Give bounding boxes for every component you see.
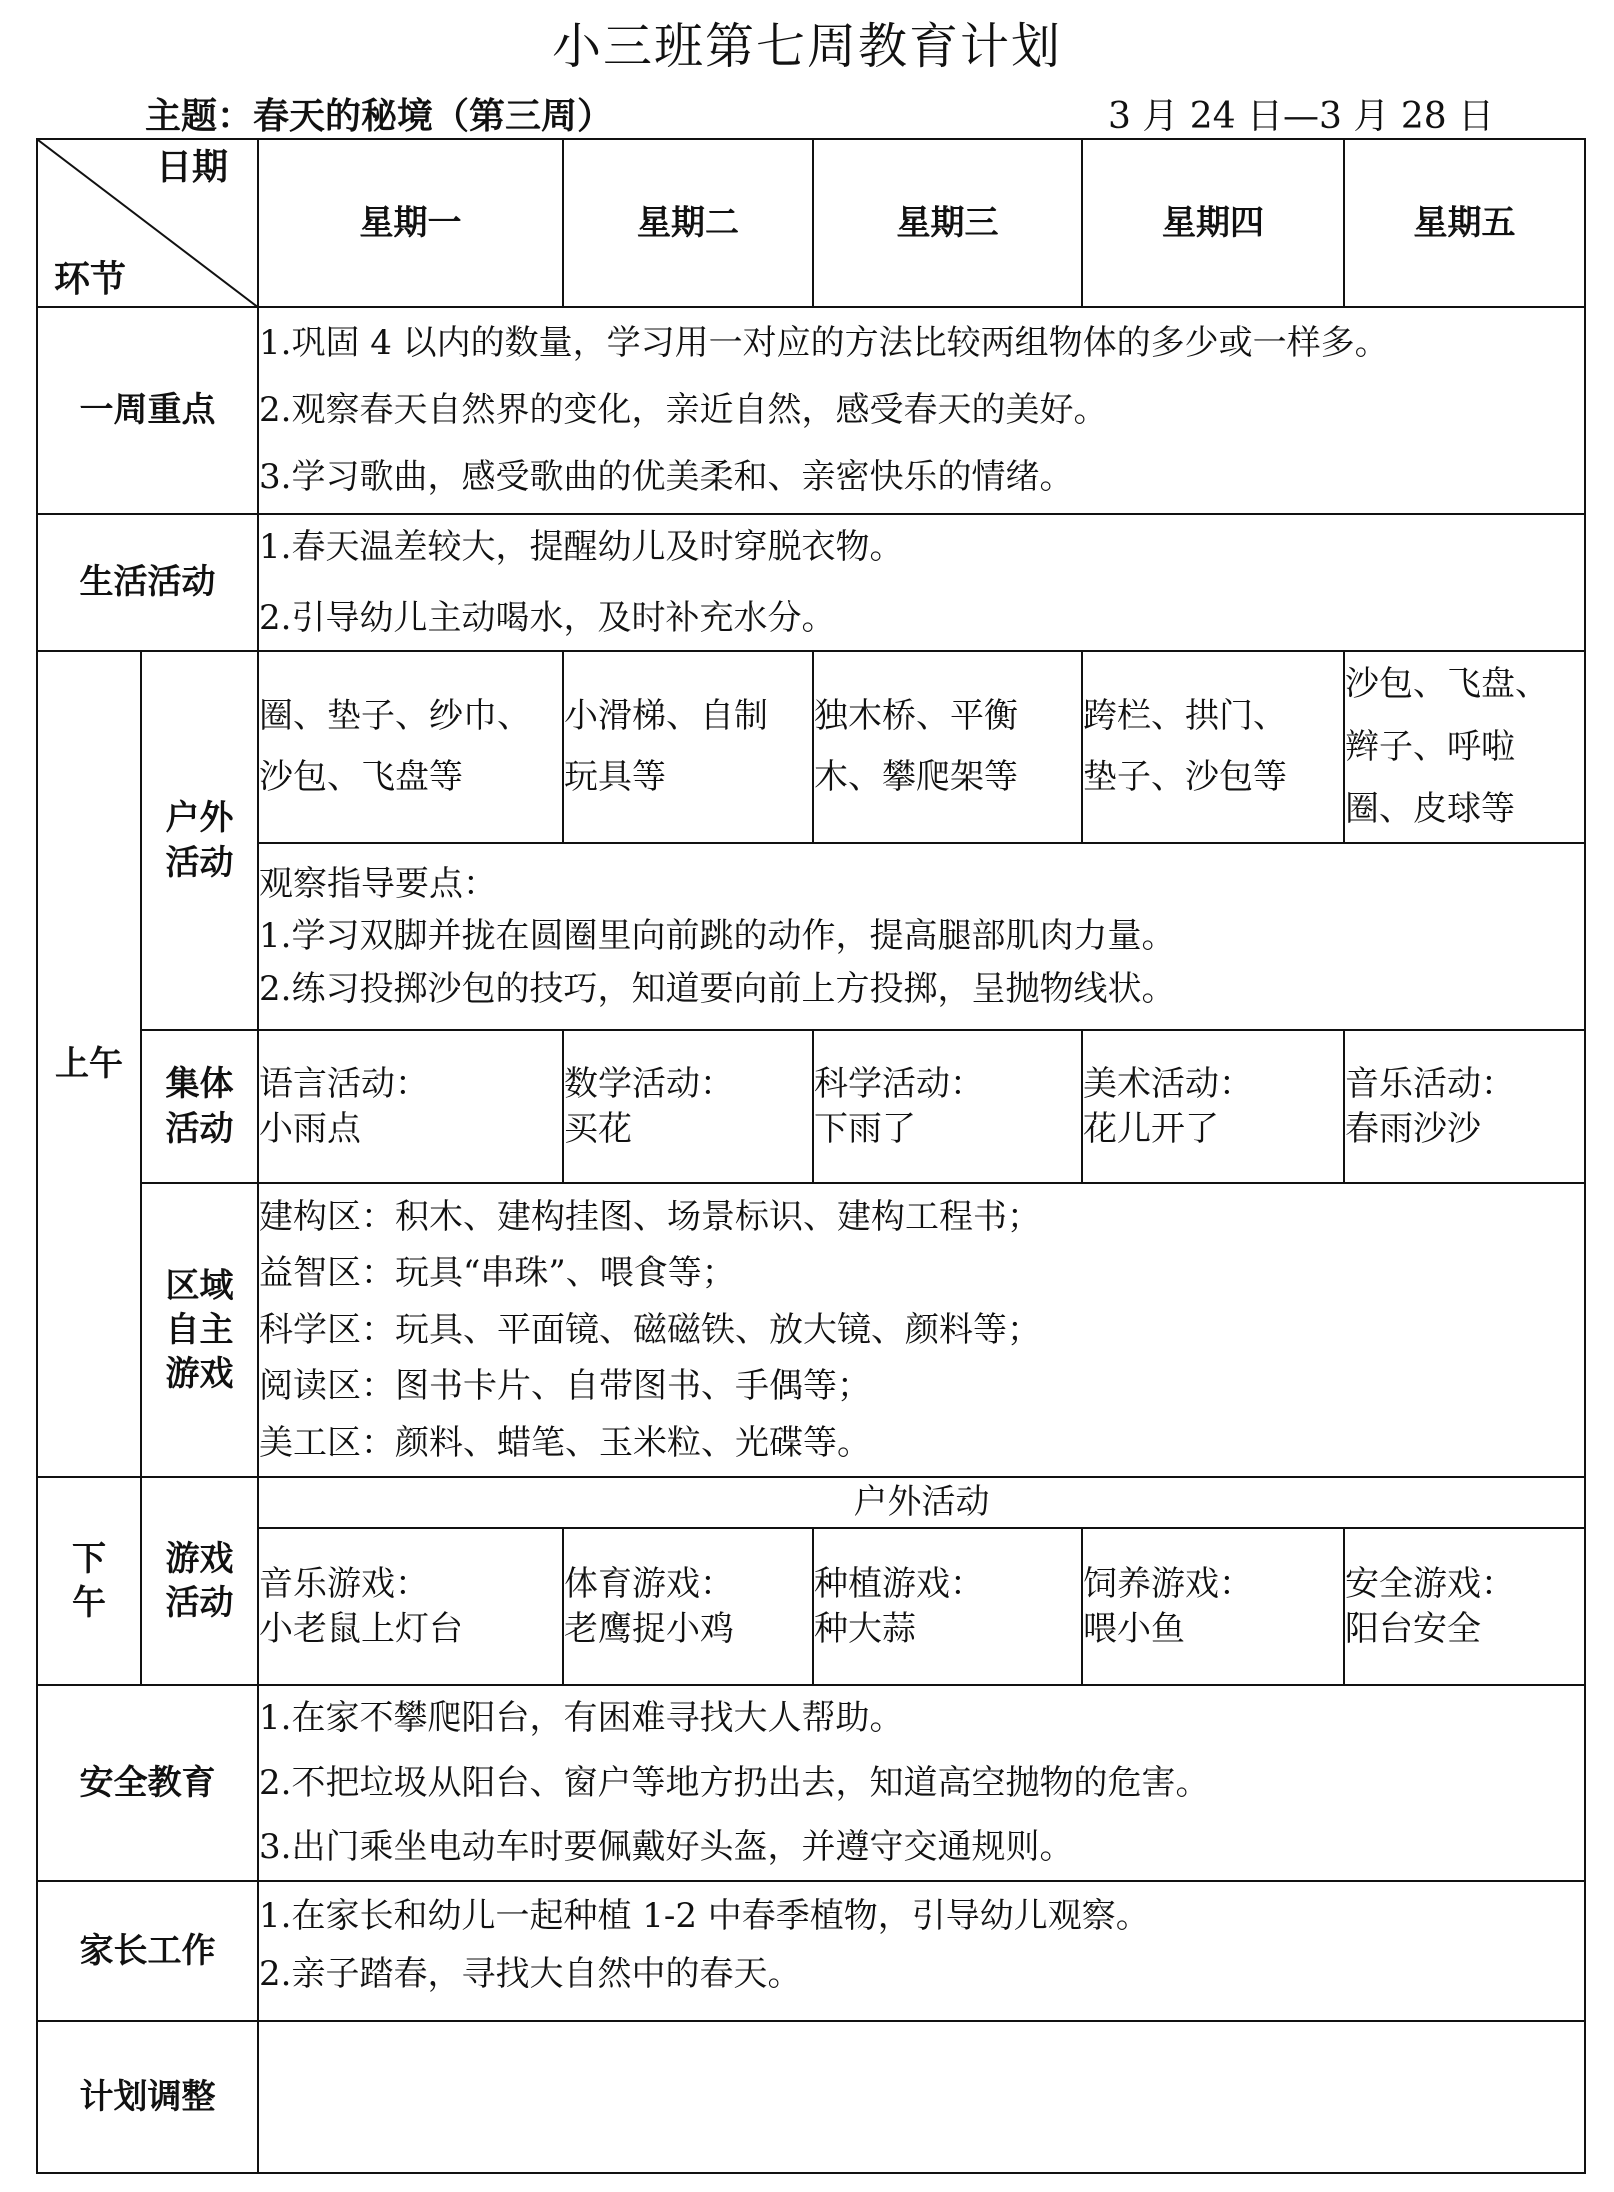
- parents-content: [258, 1881, 1585, 2021]
- date-range: 3 月 24 日—3 月 28 日: [1108, 96, 1495, 137]
- game-mon: 音乐游戏： 小老鼠上灯台: [258, 1528, 563, 1685]
- area-item: 阅读区：图书卡片、自带图书、手偶等；: [259, 1366, 871, 1407]
- afternoon-games-row: [37, 1528, 1585, 1685]
- outdoor-equipment-thu: 跨栏、拱门、 垫子、沙包等: [1082, 651, 1344, 843]
- game-activity-label: 游戏 活动: [141, 1477, 258, 1685]
- weekly-focus-label: 一周重点: [37, 307, 258, 514]
- group-activity-wed: 科学活动： 下雨了: [813, 1030, 1082, 1183]
- guidance-title: 观察指导要点：: [259, 864, 497, 905]
- weekly-focus-content: [258, 307, 1585, 514]
- day-monday: 星期一: [258, 139, 563, 307]
- outdoor-guidance-row: [37, 843, 1585, 1030]
- outdoor-equipment-mon: 圈、垫子、纱巾、 沙包、飞盘等: [258, 651, 563, 843]
- parents-row: [37, 1881, 1585, 2021]
- weekly-focus-item: 2.观察春天自然界的变化，亲近自然，感受春天的美好。: [259, 390, 1108, 431]
- safety-content: [258, 1685, 1585, 1881]
- corner-date-label: 日期: [156, 146, 229, 188]
- safety-label: 安全教育: [37, 1685, 258, 1881]
- life-activity-item: 1.春天温差较大，提醒幼儿及时穿脱衣物。: [259, 527, 904, 568]
- day-tuesday: 星期二: [563, 139, 813, 307]
- group-activity-fri: 音乐活动： 春雨沙沙: [1344, 1030, 1585, 1183]
- page-title: 小三班第七周教育计划: [551, 18, 1062, 75]
- day-thursday: 星期四: [1082, 139, 1344, 307]
- area-item: 科学区：玩具、平面镜、磁磁铁、放大镜、颜料等；: [259, 1309, 1041, 1350]
- area-item: 建构区：积木、建构挂图、场景标识、建构工程书；: [259, 1196, 1041, 1237]
- day-wednesday: 星期三: [813, 139, 1082, 307]
- corner-cell: [37, 139, 258, 307]
- weekly-focus-item: 1.巩固 4 以内的数量，学习用一对应的方法比较两组物体的多少或一样多。: [259, 323, 1389, 364]
- group-activity-label: 集体 活动: [141, 1030, 258, 1183]
- outdoor-guidance: [258, 843, 1585, 1030]
- game-fri: 安全游戏： 阳台安全: [1344, 1528, 1585, 1685]
- outdoor-equipment-row: [37, 651, 1585, 843]
- safety-item: 2.不把垃圾从阳台、窗户等地方扔出去，知道高空抛物的危害。: [259, 1762, 1210, 1803]
- group-activity-mon: 语言活动： 小雨点: [258, 1030, 563, 1183]
- safety-row: [37, 1685, 1585, 1881]
- parents-item: 2.亲子踏春，寻找大自然中的春天。: [259, 1954, 802, 1995]
- outdoor-equipment-tue: 小滑梯、自制 玩具等: [563, 651, 813, 843]
- outdoor-equipment-fri: 沙包、飞盘、 辫子、呼啦 圈、皮球等: [1344, 651, 1585, 843]
- area-game-label: 区域 自主 游戏: [141, 1183, 258, 1477]
- parents-item: 1.在家长和幼儿一起种植 1-2 中春季植物，引导幼儿观察。: [259, 1896, 1150, 1936]
- morning-label: 上午: [37, 651, 141, 1477]
- adjust-row: [37, 2021, 1585, 2173]
- area-item: 美工区：颜料、蜡笔、玉米粒、光碟等。: [259, 1422, 871, 1463]
- afternoon-title-row: [37, 1477, 1585, 1528]
- life-activity-content: [258, 514, 1585, 651]
- game-tue: 体育游戏： 老鹰捉小鸡: [563, 1528, 813, 1685]
- outdoor-equipment-wed: 独木桥、平衡 木、攀爬架等: [813, 651, 1082, 843]
- corner-section-label: 环节: [54, 258, 127, 300]
- adjust-label: 计划调整: [37, 2021, 258, 2173]
- game-thu: 饲养游戏： 喂小鱼: [1082, 1528, 1344, 1685]
- theme-label: 主题：春天的秘境（第三周）: [145, 95, 614, 137]
- life-activity-item: 2.引导幼儿主动喝水，及时补充水分。: [259, 597, 836, 638]
- plan-table: [36, 138, 1586, 2174]
- afternoon-label: 下 午: [37, 1477, 141, 1685]
- afternoon-outdoor-title: 户外活动: [258, 1477, 1585, 1528]
- weekly-focus-row: [37, 307, 1585, 514]
- weekly-focus-item: 3.学习歌曲，感受歌曲的优美柔和、亲密快乐的情绪。: [259, 456, 1074, 497]
- adjust-content: [258, 2021, 1585, 2173]
- group-activity-row: [37, 1030, 1585, 1183]
- safety-item: 3.出门乘坐电动车时要佩戴好头盔，并遵守交通规则。: [259, 1827, 1074, 1868]
- game-wed: 种植游戏： 种大蒜: [813, 1528, 1082, 1685]
- guidance-item: 2.练习投掷沙包的技巧，知道要向前上方投掷，呈抛物线状。: [259, 968, 1176, 1009]
- header-row: [37, 139, 1585, 307]
- outdoor-label: 户外 活动: [141, 651, 258, 1030]
- group-activity-tue: 数学活动： 买花: [563, 1030, 813, 1183]
- area-game-row: [37, 1183, 1585, 1477]
- group-activity-thu: 美术活动： 花儿开了: [1082, 1030, 1344, 1183]
- area-game-content: [258, 1183, 1585, 1477]
- day-friday: 星期五: [1344, 139, 1585, 307]
- parents-label: 家长工作: [37, 1881, 258, 2021]
- life-activity-row: [37, 514, 1585, 651]
- life-activity-label: 生活活动: [37, 514, 258, 651]
- guidance-item: 1.学习双脚并拢在圆圈里向前跳的动作，提高腿部肌肉力量。: [259, 916, 1176, 957]
- safety-item: 1.在家不攀爬阳台，有困难寻找大人帮助。: [259, 1697, 904, 1738]
- area-item: 益智区：玩具“串珠”、喂食等；: [259, 1253, 736, 1294]
